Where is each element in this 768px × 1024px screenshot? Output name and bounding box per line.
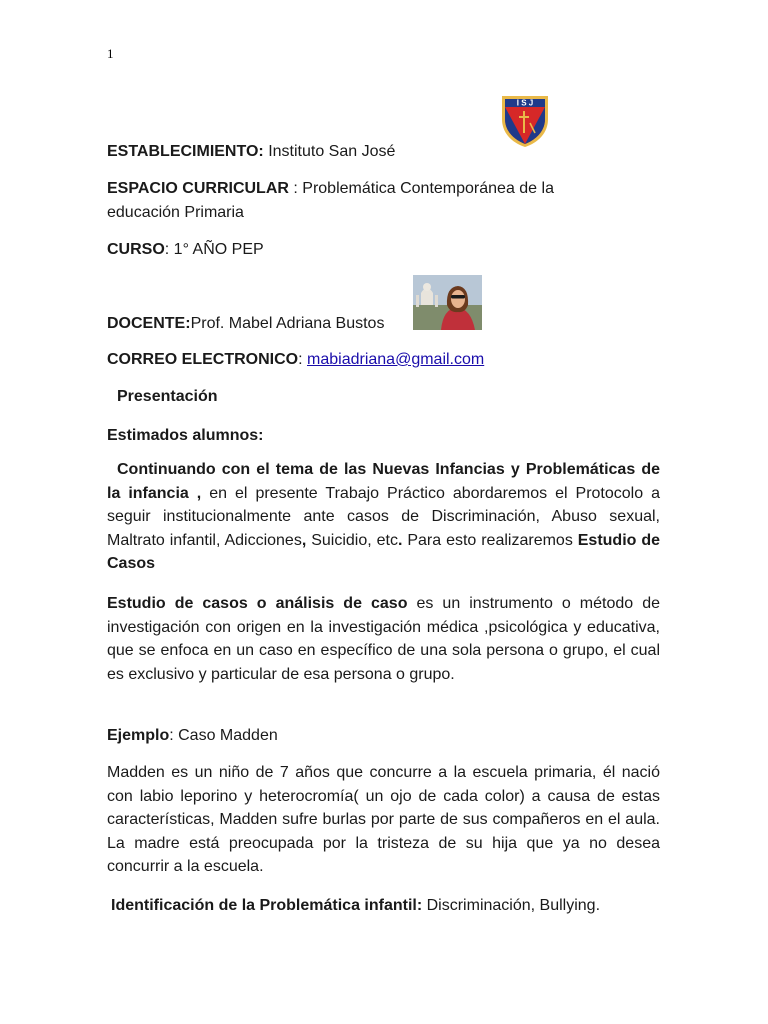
saludo-text: Estimados alumnos:	[107, 427, 264, 444]
intro-bold-comma: ,	[301, 531, 307, 549]
intro-bold-period: .	[397, 531, 403, 549]
ejemplo-value: : Caso Madden	[169, 727, 278, 744]
ejemplo-line	[107, 724, 660, 748]
presentacion-heading	[107, 385, 670, 409]
establecimiento-label: ESTABLECIMIENTO:	[107, 143, 264, 160]
espacio-value-line2: educación Primaria	[107, 203, 244, 221]
saludo-line	[107, 424, 660, 448]
identificacion-line	[107, 894, 664, 918]
correo-separator: :	[298, 351, 308, 368]
definicion-paragraph	[107, 592, 660, 686]
intro-text-b: Suicidio, etc	[306, 531, 398, 549]
establecimiento-line	[107, 140, 660, 164]
identificacion-value: Discriminación, Bullying.	[422, 897, 601, 914]
espacio-value-line1: : Problemática Contemporánea de la	[288, 180, 554, 197]
docente-line	[107, 312, 660, 336]
intro-text-a: en el presente Trabajo Práctico abordaremos el Protocolo a seguir institucionalmente ante casos de Discriminación, Abuso sexual, Maltrato infantil, Adicciones	[107, 484, 661, 549]
caso-text: Madden es un niño de 7 años que concurre a la escuela primaria, él nació con labio leporino y heterocromía( un ojo de cada color) a causa de estas características, Madden sufre burlas por parte de sus compañeros en el aula. La madre está preocupada por la tristeza de su hija que ya no desea concurrir a la escuela.	[107, 764, 660, 875]
intro-text-c: Para esto realizaremos	[402, 531, 578, 549]
presentacion-title: Presentación	[117, 388, 218, 405]
espacio-label: ESPACIO CURRICULAR	[107, 180, 289, 197]
intro-bold-a: Continuando con el tema de las Nuevas Infancias y Problemáticas de la infancia ,	[107, 461, 660, 502]
curso-value: : 1° AÑO PEP	[164, 241, 264, 258]
caso-paragraph	[107, 761, 660, 879]
page-number: 1	[107, 46, 114, 61]
definicion-bold: Estudio de casos o análisis de caso	[107, 595, 408, 612]
establecimiento-value: Instituto San José	[263, 143, 396, 160]
curso-line	[107, 238, 660, 262]
docente-value: Prof. Mabel Adriana Bustos	[190, 315, 385, 332]
svg-text:I S J: I S J	[516, 98, 534, 108]
definicion-text: es un instrumento o método de investigación con origen en la investigación médica ,psicológica y educativa, que se enfoca en un caso en específico de una sola persona o grupo, el cual es exclusivo y particular de esa persona o grupo.	[107, 595, 660, 683]
email-link[interactable]: mabiadriana@gmail.com	[307, 351, 485, 368]
espacio-curricular-line	[107, 177, 660, 224]
correo-label: CORREO ELECTRONICO	[107, 351, 299, 368]
correo-line	[107, 348, 660, 372]
identificacion-label: Identificación de la Problemática infantil:	[111, 897, 423, 914]
docente-label: DOCENTE:	[107, 315, 191, 332]
ejemplo-label: Ejemplo	[107, 727, 170, 744]
intro-bold-b: Estudio de Casos	[107, 531, 661, 572]
curso-label: CURSO	[107, 241, 165, 258]
intro-paragraph	[107, 458, 660, 576]
